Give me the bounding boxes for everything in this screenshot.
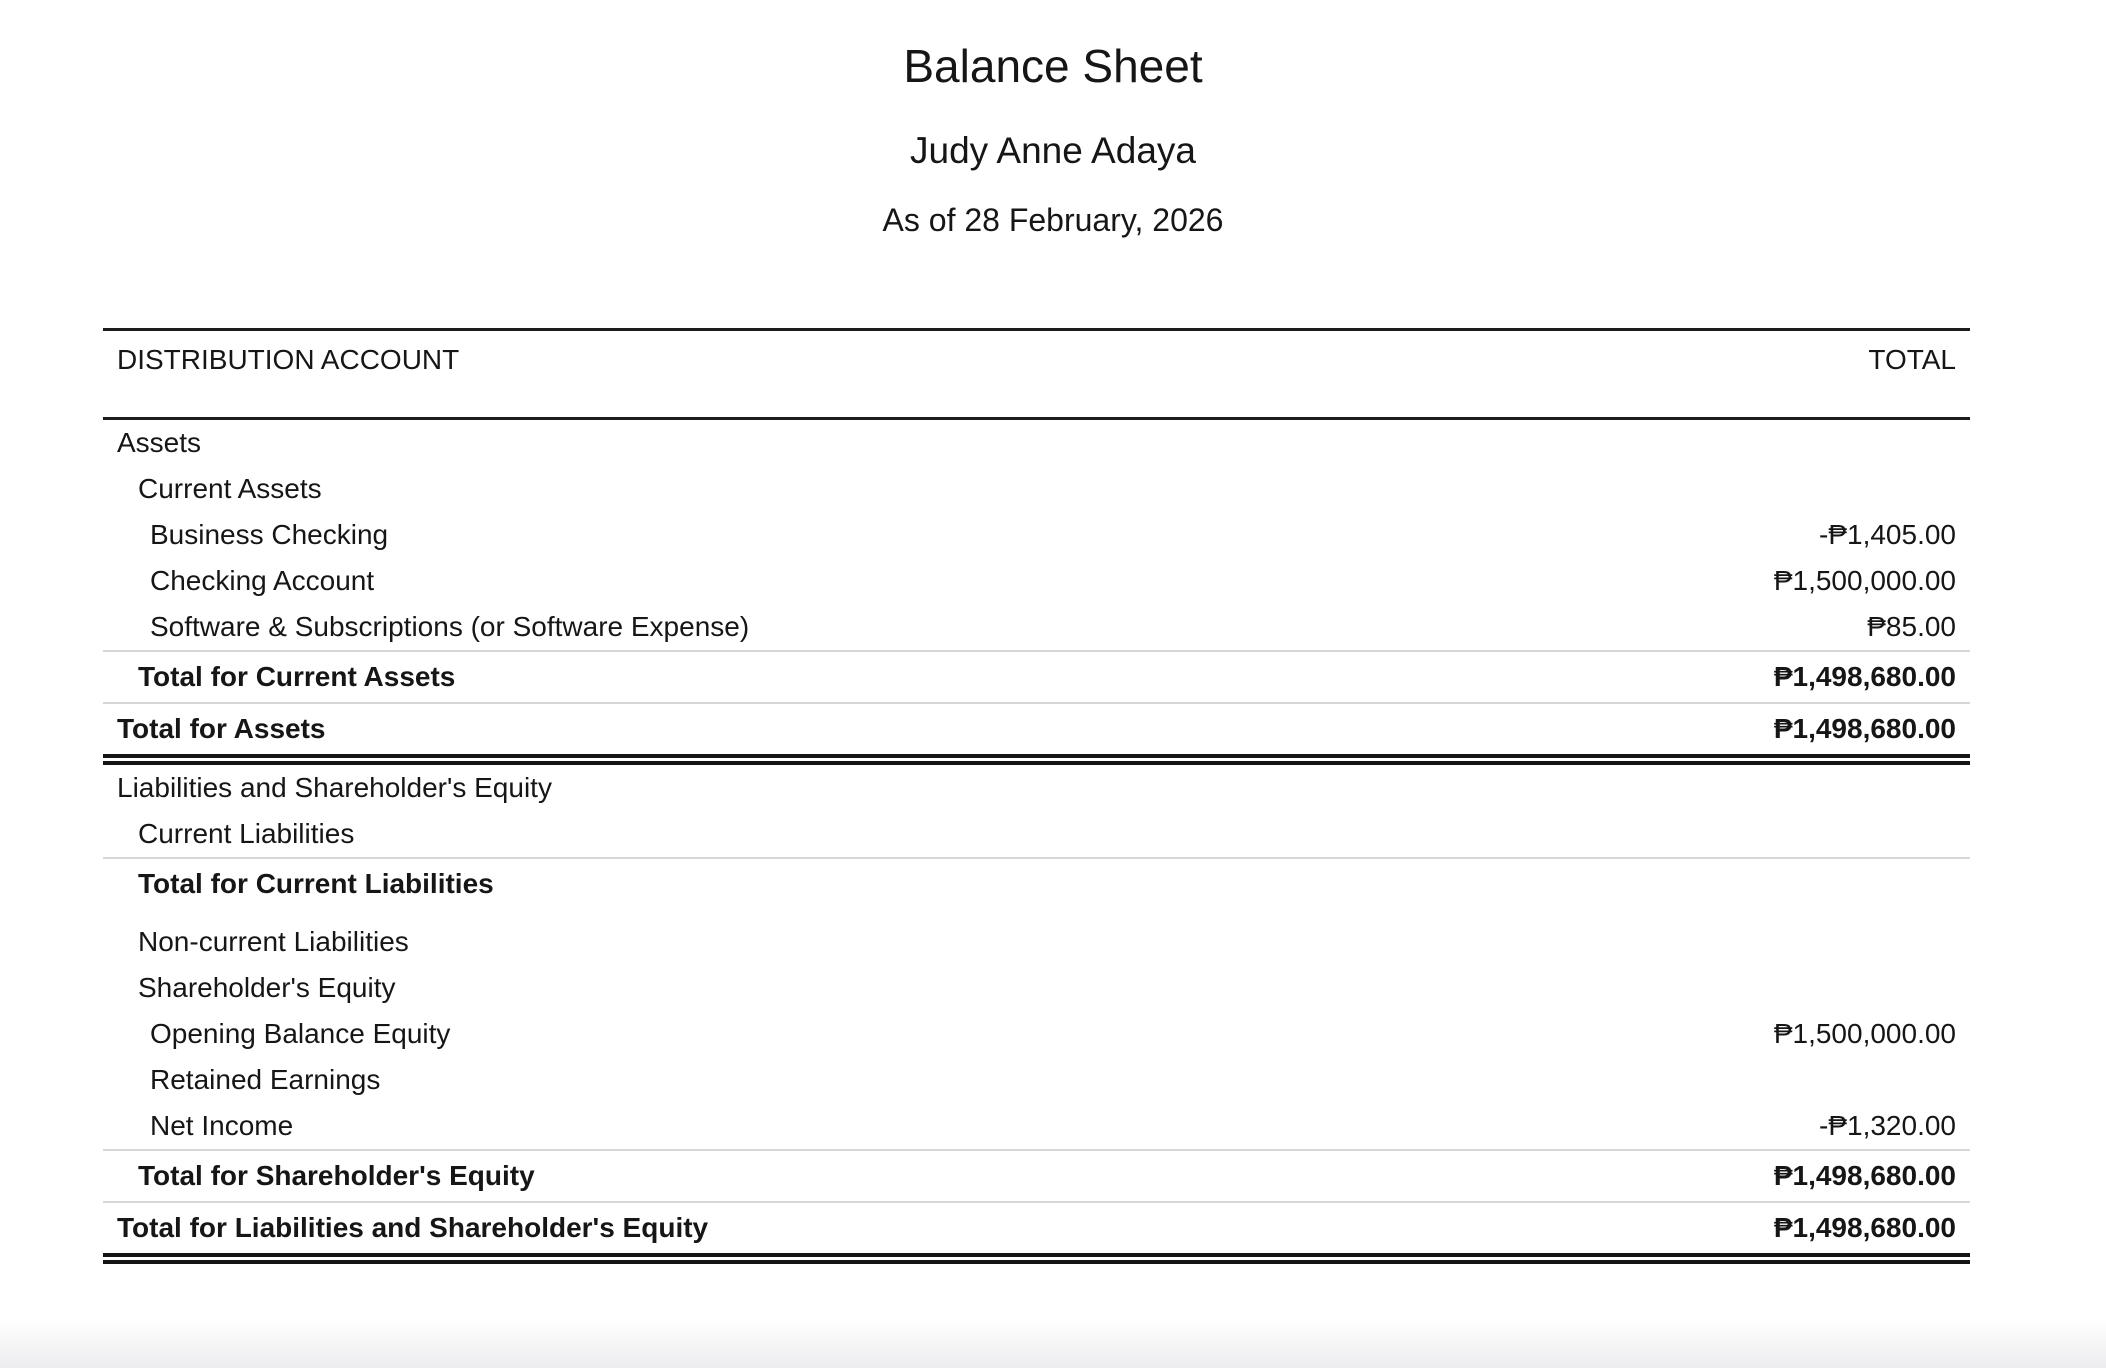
row-label: Business Checking [150, 519, 389, 550]
row-label: Opening Balance Equity [150, 1018, 451, 1049]
table-row-shareholders-equity [103, 965, 1970, 1011]
row-label: Total for Assets [117, 713, 326, 744]
table-row-software-subscriptions [103, 604, 1970, 650]
row-value: -₱1,405.00 [1819, 519, 1956, 550]
table-row-total-liabilities-and-equity [103, 1201, 1970, 1253]
row-label: Total for Current Liabilities [138, 868, 494, 899]
row-label: Checking Account [150, 565, 375, 596]
table-header-row [103, 328, 1970, 420]
total-column-header: TOTAL [1868, 344, 1956, 375]
table-row-total-current-assets [103, 650, 1970, 702]
sheet-closing-rule [103, 1253, 1970, 1264]
row-value: ₱1,498,680.00 [1773, 1160, 1956, 1191]
page-bottom-fade [0, 1320, 2106, 1368]
distribution-account-column-header: DISTRIBUTION ACCOUNT [117, 344, 460, 375]
table-row-opening-balance-equity [103, 1011, 1970, 1057]
row-label: Current Assets [138, 473, 322, 504]
row-label: Total for Current Assets [138, 661, 456, 692]
row-label: Current Liabilities [138, 818, 355, 849]
balance-sheet-table [103, 328, 1970, 1264]
row-value: ₱1,500,000.00 [1773, 1018, 1956, 1049]
row-label: Total for Liabilities and Shareholder's Equity [117, 1212, 709, 1243]
assets-closing-rule [103, 754, 1970, 765]
report-entity-name: Judy Anne Adaya [910, 130, 1196, 171]
row-label: Software & Subscriptions (or Software Expense) [150, 611, 750, 642]
table-row-current-assets [103, 466, 1970, 512]
row-label: Net Income [150, 1110, 294, 1141]
table-body [103, 420, 1970, 1264]
table-row-net-income [103, 1103, 1970, 1149]
row-value: ₱85.00 [1867, 611, 1956, 642]
row-label: Total for Shareholder's Equity [138, 1160, 535, 1191]
row-value: ₱1,498,680.00 [1773, 661, 1956, 692]
report-as-of-date: As of 28 February, 2026 [882, 202, 1224, 238]
row-label: Non-current Liabilities [138, 926, 409, 957]
report-header [0, 0, 2106, 240]
row-label: Shareholder's Equity [138, 972, 396, 1003]
row-value: ₱1,500,000.00 [1773, 565, 1956, 596]
table-row-total-assets [103, 702, 1970, 754]
table-row-current-liabilities [103, 811, 1970, 857]
row-label: Assets [117, 427, 202, 458]
table-row-business-checking [103, 512, 1970, 558]
row-value: ₱1,498,680.00 [1773, 1212, 1956, 1243]
table-row-total-shareholders-equity [103, 1149, 1970, 1201]
row-value: ₱1,498,680.00 [1773, 713, 1956, 744]
row-value: -₱1,320.00 [1819, 1110, 1956, 1141]
table-row-non-current-liabilities [103, 919, 1970, 965]
table-row-retained-earnings [103, 1057, 1970, 1103]
row-label: Retained Earnings [150, 1064, 381, 1095]
table-row-assets [103, 420, 1970, 466]
table-row-total-current-liabilities [103, 857, 1970, 909]
row-label: Liabilities and Shareholder's Equity [117, 772, 552, 803]
table-row-checking-account [103, 558, 1970, 604]
table-row-liabilities-and-equity [103, 765, 1970, 811]
report-title: Balance Sheet [903, 40, 1203, 92]
